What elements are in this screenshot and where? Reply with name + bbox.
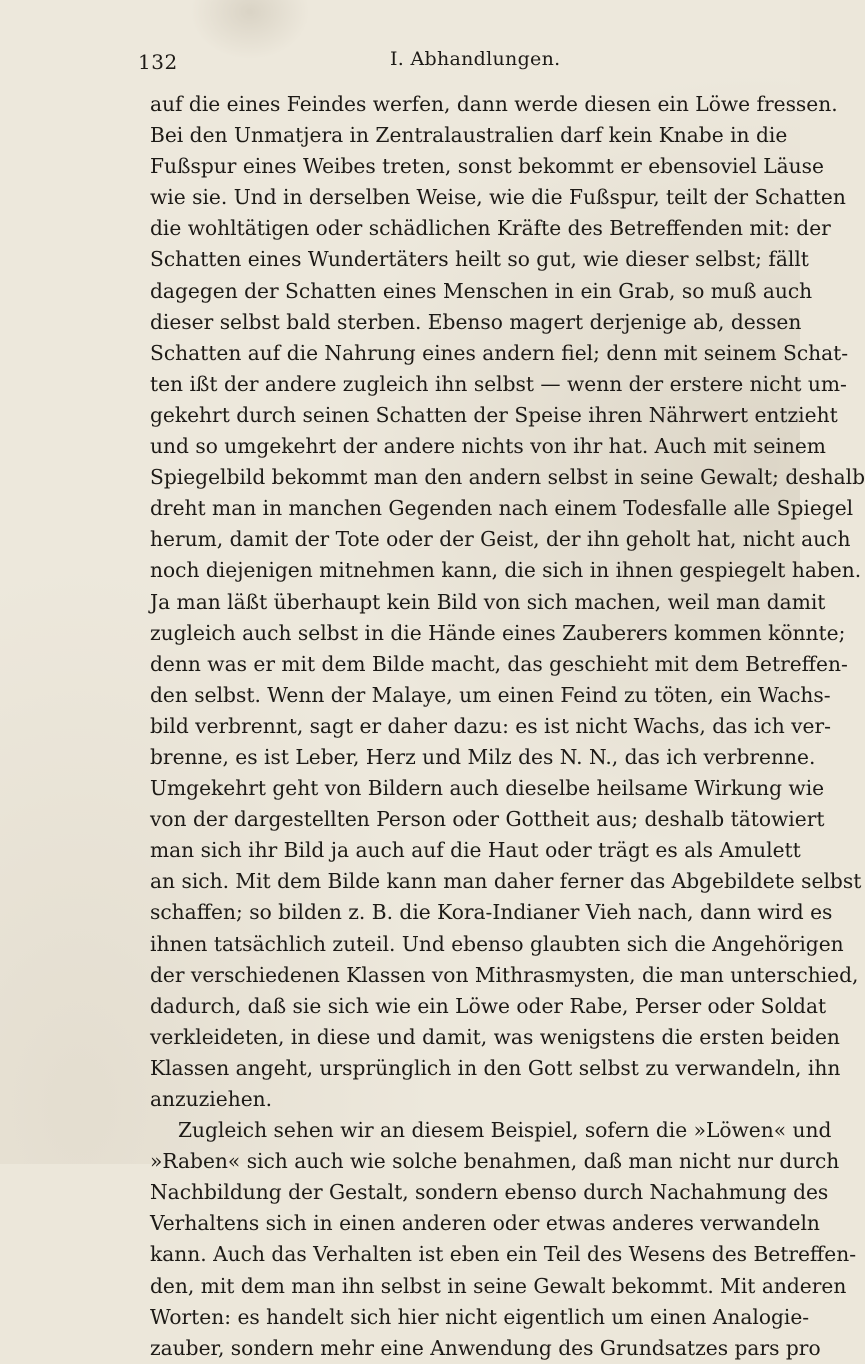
text-line: »Raben« sich auch wie solche benahmen, daß man nicht nur durch — [150, 1149, 840, 1174]
text-line: brenne, es ist Leber, Herz und Milz des N. N., das ich verbrenne. — [150, 744, 816, 769]
text-line: dadurch, daß sie sich wie ein Löwe oder Rabe, Perser oder Soldat — [150, 993, 827, 1018]
text-line: Bei den Unmatjera in Zentralaustralien darf kein Knabe in die — [150, 123, 788, 148]
text-line: Umgekehrt geht von Bildern auch dieselbe heilsame Wirkung wie — [150, 776, 825, 801]
text-line: ten ißt der andere zugleich ihn selbst — wenn der erstere nicht um- — [150, 371, 847, 396]
text-line: verkleideten, in diese und damit, was wenigstens die ersten beiden — [150, 1024, 840, 1049]
text-line: Spiegelbild bekommt man den andern selbst in seine Gewalt; deshalb — [150, 465, 865, 490]
text-line: von der dargestellten Person oder Gottheit aus; deshalb tätowiert — [150, 807, 825, 832]
text-line: Klassen angeht, ursprünglich in den Gott selbst zu verwandeln, ihn — [150, 1055, 841, 1080]
text-line: denn was er mit dem Bilde macht, das geschieht mit dem Betreffen- — [150, 651, 848, 676]
text-line: den selbst. Wenn der Malaye, um einen Feind zu töten, ein Wachs- — [150, 682, 831, 707]
text-line: dreht man in manchen Gegenden nach einem Todesfalle alle Spiegel — [150, 496, 854, 521]
text-line: zugleich auch selbst in die Hände eines Zauberers kommen könnte; — [150, 620, 846, 645]
text-line: man sich ihr Bild ja auch auf die Haut oder trägt es als Amulett — [150, 838, 801, 863]
text-line: wie sie. Und in derselben Weise, wie die Fußspur, teilt der Schatten — [150, 185, 846, 210]
text-line: kann. Auch das Verhalten ist eben ein Teil des Wesens des Betreffen- — [150, 1242, 857, 1267]
text-line: schaffen; so bilden z. B. die Kora-Indianer Vieh nach, dann wird es — [150, 900, 833, 925]
text-line: den, mit dem man ihn selbst in seine Gewalt bekommt. Mit anderen — [150, 1273, 847, 1298]
text-line: zauber, sondern mehr eine Anwendung des Grundsatzes pars pro — [150, 1335, 821, 1360]
text-line: Verhaltens sich in einen anderen oder etwas anderes verwandeln — [150, 1211, 820, 1236]
text-line: Worten: es handelt sich hier nicht eigentlich um einen Analogie- — [150, 1304, 810, 1329]
text-line: gekehrt durch seinen Schatten der Speise ihren Nährwert entzieht — [150, 402, 838, 427]
text-line: Fußspur eines Weibes treten, sonst bekommt er ebensoviel Läuse — [150, 154, 824, 179]
running-head: I. Abhandlungen. — [390, 48, 561, 70]
text-line: herum, damit der Tote oder der Geist, der ihn geholt hat, nicht auch — [150, 527, 851, 552]
paragraph-end-line: anzuziehen. — [150, 1087, 273, 1111]
page-header — [138, 48, 778, 78]
text-line: dagegen der Schatten eines Menschen in ein Grab, so muß auch — [150, 278, 813, 303]
text-line: Nachbildung der Gestalt, sondern ebenso durch Nachahmung des — [150, 1180, 829, 1205]
page-number: 132 — [138, 50, 178, 74]
text-line: der verschiedenen Klassen von Mithrasmysten, die man unterschied, — [150, 962, 859, 987]
text-line: Schatten eines Wundertäters heilt so gut, wie dieser selbst; fällt — [150, 247, 809, 272]
text-line: bild verbrennt, sagt er daher dazu: es ist nicht Wachs, das ich ver- — [150, 713, 831, 738]
text-line: an sich. Mit dem Bilde kann man daher ferner das Abgebildete selbst — [150, 869, 862, 894]
text-line: Ja man läßt überhaupt kein Bild von sich machen, weil man damit — [150, 589, 826, 614]
text-line: Schatten auf die Nahrung eines andern fiel; denn mit seinem Schat- — [150, 340, 849, 365]
text-line: auf die eines Feindes werfen, dann werde diesen ein Löwe fressen. — [150, 92, 838, 116]
text-line: und so umgekehrt der andere nichts von ihr hat. Auch mit seinem — [150, 434, 826, 459]
body-text — [150, 89, 865, 1364]
text-line: dieser selbst bald sterben. Ebenso magert derjenige ab, dessen — [150, 309, 802, 334]
text-line: ihnen tatsächlich zuteil. Und ebenso glaubten sich die Angehörigen — [150, 931, 844, 956]
paragraph-start-line: Zugleich sehen wir an diesem Beispiel, sofern die »Löwen« und — [178, 1118, 832, 1143]
text-line: die wohltätigen oder schädlichen Kräfte des Betreffenden mit: der — [150, 216, 831, 241]
text-line: noch diejenigen mitnehmen kann, die sich in ihnen gespiegelt haben. — [150, 558, 862, 583]
